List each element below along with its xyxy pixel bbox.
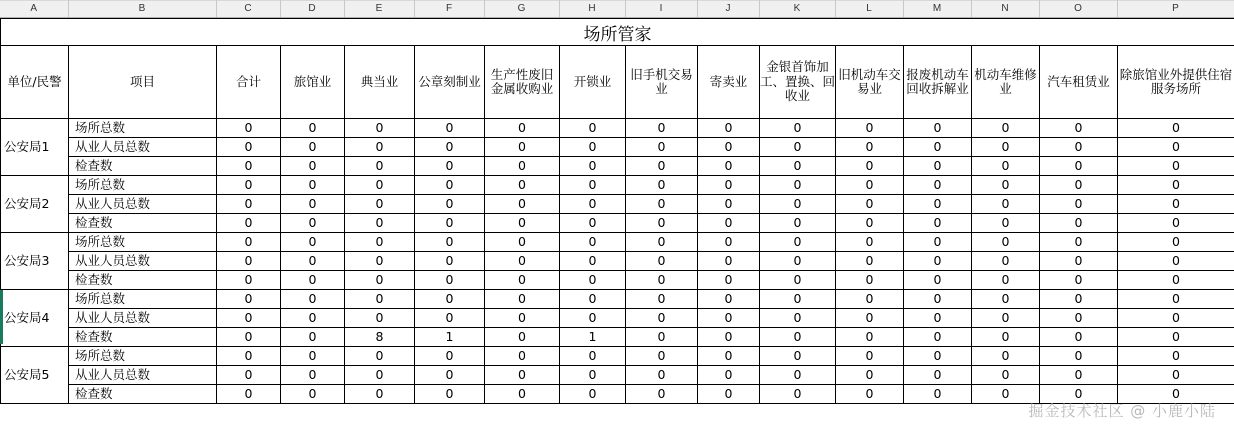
cell[interactable]: 0 bbox=[1118, 309, 1234, 328]
cell[interactable]: 0 bbox=[485, 119, 560, 138]
cell[interactable]: 0 bbox=[972, 176, 1040, 195]
cell[interactable]: 8 bbox=[345, 328, 415, 347]
cell[interactable]: 0 bbox=[560, 271, 626, 290]
cell[interactable]: 0 bbox=[760, 157, 836, 176]
cell[interactable]: 0 bbox=[972, 157, 1040, 176]
cell[interactable]: 0 bbox=[904, 252, 972, 271]
cell[interactable]: 0 bbox=[1040, 176, 1118, 195]
table-row bbox=[1, 214, 1234, 233]
cell[interactable]: 0 bbox=[415, 252, 485, 271]
cell[interactable]: 0 bbox=[217, 328, 281, 347]
cell[interactable]: 0 bbox=[1040, 385, 1118, 404]
row-project-label[interactable]: 检查数 bbox=[69, 214, 217, 233]
header-scrap-vehicle[interactable]: 报废机动车回收拆解业 bbox=[904, 46, 972, 119]
cell[interactable]: 0 bbox=[972, 271, 1040, 290]
cell[interactable]: 0 bbox=[698, 385, 760, 404]
cell[interactable]: 0 bbox=[836, 214, 904, 233]
cell[interactable]: 0 bbox=[698, 328, 760, 347]
cell[interactable]: 0 bbox=[904, 385, 972, 404]
cell[interactable]: 0 bbox=[1040, 138, 1118, 157]
table-row bbox=[1, 252, 1234, 271]
cell[interactable]: 0 bbox=[281, 366, 345, 385]
cell[interactable]: 0 bbox=[1040, 195, 1118, 214]
cell[interactable]: 0 bbox=[904, 157, 972, 176]
cell[interactable]: 0 bbox=[626, 385, 698, 404]
cell[interactable]: 0 bbox=[836, 138, 904, 157]
cell[interactable]: 0 bbox=[415, 309, 485, 328]
cell[interactable]: 0 bbox=[626, 252, 698, 271]
cell[interactable]: 0 bbox=[485, 176, 560, 195]
cell[interactable]: 0 bbox=[698, 271, 760, 290]
column-header-N[interactable]: N bbox=[971, 1, 1039, 18]
cell[interactable]: 0 bbox=[836, 233, 904, 252]
cell[interactable]: 0 bbox=[217, 233, 281, 252]
column-header-E[interactable]: E bbox=[344, 1, 414, 18]
cell[interactable]: 0 bbox=[485, 252, 560, 271]
cell[interactable]: 0 bbox=[345, 233, 415, 252]
cell[interactable]: 0 bbox=[760, 309, 836, 328]
table-row bbox=[1, 366, 1234, 385]
cell[interactable]: 0 bbox=[972, 252, 1040, 271]
cell[interactable]: 0 bbox=[217, 214, 281, 233]
cell[interactable]: 0 bbox=[281, 309, 345, 328]
table-row bbox=[1, 119, 1234, 138]
cell[interactable]: 0 bbox=[345, 290, 415, 309]
cell[interactable]: 0 bbox=[626, 119, 698, 138]
cell[interactable]: 0 bbox=[972, 347, 1040, 366]
cell[interactable]: 0 bbox=[836, 195, 904, 214]
cell[interactable]: 0 bbox=[485, 271, 560, 290]
cell[interactable]: 0 bbox=[836, 347, 904, 366]
cell[interactable]: 0 bbox=[281, 119, 345, 138]
header-hotel[interactable]: 旅馆业 bbox=[281, 46, 345, 119]
table-row bbox=[1, 195, 1234, 214]
cell[interactable]: 0 bbox=[1040, 119, 1118, 138]
cell[interactable]: 0 bbox=[760, 195, 836, 214]
cell[interactable]: 0 bbox=[415, 290, 485, 309]
cell[interactable]: 0 bbox=[560, 347, 626, 366]
cell[interactable]: 0 bbox=[904, 328, 972, 347]
cell[interactable]: 0 bbox=[485, 385, 560, 404]
cell[interactable]: 0 bbox=[1118, 233, 1234, 252]
cell[interactable]: 0 bbox=[972, 119, 1040, 138]
cell[interactable]: 0 bbox=[345, 214, 415, 233]
header-jewelry[interactable]: 金银首饰加工、置换、回收业 bbox=[760, 46, 836, 119]
cell[interactable]: 0 bbox=[698, 252, 760, 271]
cell[interactable]: 0 bbox=[626, 290, 698, 309]
cell[interactable]: 0 bbox=[626, 195, 698, 214]
cell[interactable]: 0 bbox=[1040, 366, 1118, 385]
cell[interactable]: 0 bbox=[626, 176, 698, 195]
cell[interactable]: 0 bbox=[1040, 252, 1118, 271]
cell[interactable]: 0 bbox=[1040, 309, 1118, 328]
cell[interactable]: 0 bbox=[836, 252, 904, 271]
cell[interactable]: 0 bbox=[1118, 119, 1234, 138]
cell[interactable]: 0 bbox=[760, 252, 836, 271]
cell[interactable]: 0 bbox=[698, 214, 760, 233]
cell[interactable]: 0 bbox=[415, 138, 485, 157]
cell[interactable]: 0 bbox=[626, 271, 698, 290]
cell[interactable]: 0 bbox=[281, 195, 345, 214]
cell[interactable]: 0 bbox=[904, 214, 972, 233]
column-header-C[interactable]: C bbox=[216, 1, 280, 18]
row-project-label[interactable]: 场所总数 bbox=[69, 176, 217, 195]
cell[interactable]: 0 bbox=[485, 233, 560, 252]
cell[interactable]: 0 bbox=[1118, 347, 1234, 366]
report-table bbox=[0, 18, 1234, 422]
cell[interactable]: 0 bbox=[485, 328, 560, 347]
cell[interactable]: 0 bbox=[560, 138, 626, 157]
row-unit-label[interactable]: 公安局3 bbox=[1, 233, 69, 290]
cell[interactable]: 0 bbox=[904, 119, 972, 138]
cell[interactable]: 0 bbox=[1118, 195, 1234, 214]
cell[interactable]: 0 bbox=[485, 347, 560, 366]
row-unit-label[interactable]: 公安局4 bbox=[1, 290, 69, 347]
cell[interactable]: 0 bbox=[972, 233, 1040, 252]
cell[interactable]: 0 bbox=[972, 195, 1040, 214]
table-row bbox=[1, 138, 1234, 157]
cell[interactable]: 0 bbox=[972, 214, 1040, 233]
cell[interactable]: 0 bbox=[415, 385, 485, 404]
cell[interactable]: 0 bbox=[281, 252, 345, 271]
cell[interactable]: 0 bbox=[1040, 157, 1118, 176]
header-used-phone[interactable]: 旧手机交易业 bbox=[626, 46, 698, 119]
cell[interactable]: 0 bbox=[415, 195, 485, 214]
cell[interactable]: 0 bbox=[1118, 328, 1234, 347]
cell[interactable]: 0 bbox=[626, 347, 698, 366]
cell[interactable]: 0 bbox=[698, 138, 760, 157]
cell[interactable]: 0 bbox=[904, 176, 972, 195]
cell[interactable]: 0 bbox=[345, 252, 415, 271]
cell[interactable]: 0 bbox=[560, 252, 626, 271]
header-scrap-metal[interactable]: 生产性废旧金属收购业 bbox=[485, 46, 560, 119]
cell[interactable]: 0 bbox=[281, 271, 345, 290]
cell[interactable]: 0 bbox=[281, 176, 345, 195]
cell[interactable]: 0 bbox=[760, 119, 836, 138]
cell[interactable]: 0 bbox=[345, 309, 415, 328]
table-row bbox=[1, 176, 1234, 195]
cell[interactable]: 0 bbox=[217, 138, 281, 157]
cell[interactable]: 0 bbox=[698, 176, 760, 195]
column-letters-row bbox=[0, 1, 1234, 18]
column-header-J[interactable]: J bbox=[697, 1, 759, 18]
cell[interactable]: 0 bbox=[626, 233, 698, 252]
table-row bbox=[1, 271, 1234, 290]
cell[interactable]: 0 bbox=[626, 157, 698, 176]
cell[interactable]: 0 bbox=[217, 309, 281, 328]
cell[interactable]: 0 bbox=[217, 366, 281, 385]
cell[interactable]: 0 bbox=[904, 290, 972, 309]
cell[interactable]: 0 bbox=[760, 176, 836, 195]
cell[interactable]: 0 bbox=[415, 214, 485, 233]
cell[interactable]: 0 bbox=[415, 157, 485, 176]
column-header-L[interactable]: L bbox=[835, 1, 903, 18]
row-project-label[interactable]: 场所总数 bbox=[69, 119, 217, 138]
row-project-label[interactable]: 从业人员总数 bbox=[69, 366, 217, 385]
cell[interactable]: 0 bbox=[1040, 347, 1118, 366]
cell[interactable]: 1 bbox=[560, 328, 626, 347]
cell[interactable]: 0 bbox=[836, 366, 904, 385]
column-header-H[interactable]: H bbox=[559, 1, 625, 18]
header-unit[interactable]: 单位/民警 bbox=[1, 46, 69, 119]
cell[interactable]: 0 bbox=[1118, 214, 1234, 233]
cell[interactable]: 0 bbox=[904, 195, 972, 214]
cell[interactable]: 0 bbox=[281, 233, 345, 252]
column-header-P[interactable]: P bbox=[1117, 1, 1234, 18]
column-header-I[interactable]: I bbox=[625, 1, 697, 18]
cell[interactable]: 0 bbox=[281, 138, 345, 157]
row-project-label[interactable]: 从业人员总数 bbox=[69, 309, 217, 328]
column-header-A[interactable]: A bbox=[0, 1, 68, 18]
cell[interactable]: 0 bbox=[560, 366, 626, 385]
cell[interactable]: 0 bbox=[626, 309, 698, 328]
cell[interactable]: 0 bbox=[560, 385, 626, 404]
column-header-M[interactable]: M bbox=[903, 1, 971, 18]
row-project-label[interactable]: 场所总数 bbox=[69, 290, 217, 309]
cell[interactable]: 0 bbox=[560, 309, 626, 328]
cell[interactable]: 0 bbox=[698, 366, 760, 385]
table-row bbox=[1, 309, 1234, 328]
cell[interactable]: 0 bbox=[972, 385, 1040, 404]
column-header-K[interactable]: K bbox=[759, 1, 835, 18]
header-seal-engraving[interactable]: 公章刻制业 bbox=[415, 46, 485, 119]
cell[interactable]: 0 bbox=[760, 233, 836, 252]
cell[interactable]: 0 bbox=[626, 214, 698, 233]
row-unit-label[interactable]: 公安局1 bbox=[1, 119, 69, 176]
cell[interactable]: 0 bbox=[560, 176, 626, 195]
cell[interactable]: 0 bbox=[904, 366, 972, 385]
cell[interactable]: 0 bbox=[760, 271, 836, 290]
cell[interactable]: 0 bbox=[217, 347, 281, 366]
column-header-bar bbox=[0, 0, 1234, 18]
cell[interactable]: 0 bbox=[626, 366, 698, 385]
cell[interactable]: 0 bbox=[345, 157, 415, 176]
cell[interactable]: 0 bbox=[972, 290, 1040, 309]
document-title[interactable]: 场所管家 bbox=[1, 19, 1234, 46]
cell[interactable]: 0 bbox=[760, 138, 836, 157]
cell[interactable]: 0 bbox=[415, 119, 485, 138]
cell[interactable]: 0 bbox=[1040, 214, 1118, 233]
cell[interactable]: 0 bbox=[485, 157, 560, 176]
cell[interactable]: 0 bbox=[698, 233, 760, 252]
column-header-D[interactable]: D bbox=[280, 1, 344, 18]
header-pawn[interactable]: 典当业 bbox=[345, 46, 415, 119]
row-unit-label[interactable]: 公安局5 bbox=[1, 347, 69, 404]
cell[interactable]: 0 bbox=[217, 195, 281, 214]
table-header-row bbox=[1, 46, 1234, 119]
cell[interactable]: 0 bbox=[345, 271, 415, 290]
table-row bbox=[1, 233, 1234, 252]
cell[interactable]: 0 bbox=[281, 328, 345, 347]
cell[interactable]: 0 bbox=[1118, 157, 1234, 176]
cell[interactable]: 0 bbox=[217, 271, 281, 290]
cell[interactable]: 0 bbox=[281, 347, 345, 366]
cell[interactable]: 0 bbox=[560, 119, 626, 138]
header-locksmith[interactable]: 开锁业 bbox=[560, 46, 626, 119]
row-project-label[interactable]: 检查数 bbox=[69, 328, 217, 347]
cell[interactable]: 0 bbox=[415, 271, 485, 290]
header-car-rental[interactable]: 汽车租赁业 bbox=[1040, 46, 1118, 119]
cell[interactable]: 0 bbox=[626, 138, 698, 157]
cell[interactable]: 0 bbox=[1118, 366, 1234, 385]
cell[interactable]: 0 bbox=[485, 366, 560, 385]
watermark-text: 掘金技术社区 @ 小鹿小陆 bbox=[1028, 402, 1216, 420]
cell[interactable]: 0 bbox=[415, 176, 485, 195]
cell[interactable]: 0 bbox=[345, 176, 415, 195]
row-unit-label[interactable]: 公安局2 bbox=[1, 176, 69, 233]
header-used-vehicle[interactable]: 旧机动车交易业 bbox=[836, 46, 904, 119]
cell[interactable]: 0 bbox=[217, 385, 281, 404]
cell[interactable]: 0 bbox=[345, 195, 415, 214]
cell[interactable]: 0 bbox=[281, 157, 345, 176]
cell[interactable]: 0 bbox=[760, 366, 836, 385]
cell[interactable]: 0 bbox=[217, 119, 281, 138]
cell[interactable]: 0 bbox=[1040, 290, 1118, 309]
column-header-G[interactable]: G bbox=[484, 1, 559, 18]
cell[interactable]: 0 bbox=[698, 347, 760, 366]
cell[interactable]: 0 bbox=[345, 366, 415, 385]
title-row bbox=[1, 19, 1234, 46]
cell[interactable]: 0 bbox=[836, 271, 904, 290]
cell[interactable]: 0 bbox=[1040, 328, 1118, 347]
header-total[interactable]: 合计 bbox=[217, 46, 281, 119]
cell[interactable]: 0 bbox=[904, 233, 972, 252]
cell[interactable]: 0 bbox=[281, 214, 345, 233]
cell[interactable]: 0 bbox=[560, 157, 626, 176]
row-project-label[interactable]: 检查数 bbox=[69, 157, 217, 176]
cell[interactable]: 0 bbox=[1040, 233, 1118, 252]
cell[interactable]: 0 bbox=[415, 366, 485, 385]
row-project-label[interactable]: 从业人员总数 bbox=[69, 138, 217, 157]
cell[interactable]: 0 bbox=[485, 214, 560, 233]
row-project-label[interactable]: 从业人员总数 bbox=[69, 195, 217, 214]
cell[interactable]: 1 bbox=[415, 328, 485, 347]
cell[interactable]: 0 bbox=[760, 385, 836, 404]
cell[interactable]: 0 bbox=[345, 347, 415, 366]
cell[interactable]: 0 bbox=[345, 385, 415, 404]
table-row bbox=[1, 290, 1234, 309]
table-row bbox=[1, 157, 1234, 176]
cell[interactable]: 0 bbox=[560, 290, 626, 309]
cell[interactable]: 0 bbox=[972, 366, 1040, 385]
cell[interactable]: 0 bbox=[626, 328, 698, 347]
column-header-B[interactable]: B bbox=[68, 1, 216, 18]
cell[interactable]: 0 bbox=[760, 328, 836, 347]
cell[interactable]: 0 bbox=[836, 309, 904, 328]
header-other-lodging[interactable]: 除旅馆业外提供住宿服务场所 bbox=[1118, 46, 1234, 119]
row-project-label[interactable]: 从业人员总数 bbox=[69, 252, 217, 271]
cell[interactable]: 0 bbox=[560, 195, 626, 214]
cell[interactable]: 0 bbox=[1040, 271, 1118, 290]
cell[interactable]: 0 bbox=[972, 138, 1040, 157]
row-project-label[interactable]: 场所总数 bbox=[69, 233, 217, 252]
row-project-label[interactable]: 场所总数 bbox=[69, 347, 217, 366]
table-row bbox=[1, 328, 1234, 347]
cell[interactable]: 0 bbox=[217, 176, 281, 195]
cell[interactable]: 0 bbox=[485, 138, 560, 157]
table-row bbox=[1, 347, 1234, 366]
cell[interactable]: 0 bbox=[217, 290, 281, 309]
cell[interactable]: 0 bbox=[345, 138, 415, 157]
cell[interactable]: 0 bbox=[281, 385, 345, 404]
cell[interactable]: 0 bbox=[972, 309, 1040, 328]
cell[interactable]: 0 bbox=[1118, 176, 1234, 195]
cell[interactable]: 0 bbox=[698, 157, 760, 176]
cell[interactable]: 0 bbox=[836, 290, 904, 309]
cell[interactable]: 0 bbox=[904, 309, 972, 328]
cell[interactable]: 0 bbox=[415, 233, 485, 252]
header-vehicle-repair[interactable]: 机动车维修业 bbox=[972, 46, 1040, 119]
cell[interactable]: 0 bbox=[836, 119, 904, 138]
cell[interactable]: 0 bbox=[760, 290, 836, 309]
cell[interactable]: 0 bbox=[698, 119, 760, 138]
cell[interactable]: 0 bbox=[760, 214, 836, 233]
cell[interactable]: 0 bbox=[345, 119, 415, 138]
column-header-F[interactable]: F bbox=[414, 1, 484, 18]
cell[interactable]: 0 bbox=[836, 176, 904, 195]
header-project[interactable]: 项目 bbox=[69, 46, 217, 119]
cell[interactable]: 0 bbox=[217, 157, 281, 176]
cell[interactable]: 0 bbox=[1118, 252, 1234, 271]
column-header-O[interactable]: O bbox=[1039, 1, 1117, 18]
cell[interactable]: 0 bbox=[904, 271, 972, 290]
cell[interactable]: 0 bbox=[485, 309, 560, 328]
cell[interactable]: 0 bbox=[760, 347, 836, 366]
cell[interactable]: 0 bbox=[415, 347, 485, 366]
cell[interactable]: 0 bbox=[904, 347, 972, 366]
row-project-label[interactable]: 检查数 bbox=[69, 271, 217, 290]
cell[interactable]: 0 bbox=[1118, 138, 1234, 157]
cell[interactable]: 0 bbox=[904, 138, 972, 157]
cell[interactable]: 0 bbox=[698, 309, 760, 328]
cell[interactable]: 0 bbox=[485, 290, 560, 309]
row-selection-marker bbox=[0, 290, 3, 344]
cell[interactable]: 0 bbox=[560, 214, 626, 233]
cell[interactable]: 0 bbox=[836, 157, 904, 176]
cell[interactable]: 0 bbox=[836, 385, 904, 404]
cell[interactable]: 0 bbox=[281, 290, 345, 309]
cell[interactable]: 0 bbox=[217, 252, 281, 271]
cell[interactable]: 0 bbox=[836, 328, 904, 347]
cell[interactable]: 0 bbox=[972, 328, 1040, 347]
cell[interactable]: 0 bbox=[560, 233, 626, 252]
cell[interactable]: 0 bbox=[1118, 290, 1234, 309]
cell[interactable]: 0 bbox=[485, 195, 560, 214]
cell[interactable]: 0 bbox=[698, 195, 760, 214]
cell[interactable]: 0 bbox=[1118, 385, 1234, 404]
header-consignment[interactable]: 寄卖业 bbox=[698, 46, 760, 119]
cell[interactable]: 0 bbox=[698, 290, 760, 309]
row-project-label[interactable]: 检查数 bbox=[69, 385, 217, 404]
cell[interactable]: 0 bbox=[1118, 271, 1234, 290]
